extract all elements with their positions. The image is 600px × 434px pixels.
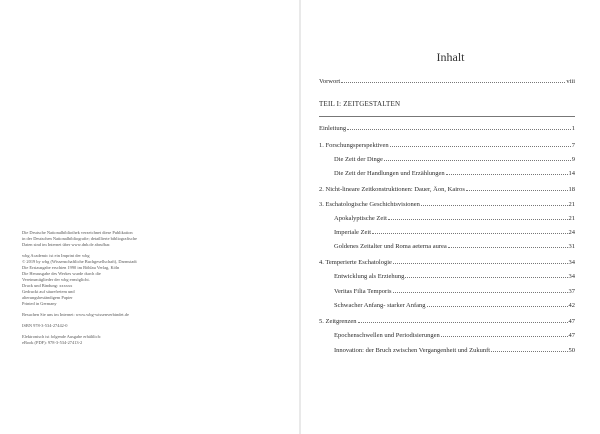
toc-title: Inhalt [436,50,465,64]
toc-leader-dots [358,318,568,323]
toc-entry-label: Die Zeit der Handlungen und Erzählungen [334,170,445,177]
toc-leader-dots [393,288,568,293]
imprint-line: Daten sind im Internet über www.dnb.de abrufbar. [22,242,111,247]
toc-page-number: viii [566,78,575,85]
toc-leader-dots [441,332,568,337]
toc-entry[interactable] [319,142,575,149]
imprint-paragraph [22,230,262,248]
toc-leader-dots [448,243,568,248]
imprint-website: Besuchen Sie uns im Internet: www.wbg-wissenverbindet.de [22,312,129,317]
imprint-isbn: ISBN 978-3-534-27442-0 [22,323,68,328]
toc-entry-label: Goldenes Zeitalter und Roma aeterna aurea [334,243,447,250]
toc-page-number: 9 [571,156,575,163]
imprint-paragraph [22,253,262,307]
imprint-line: Elektronisch ist folgende Ausgabe erhältlich: [22,334,102,339]
left-page [0,0,299,434]
toc-entry-label: Entwicklung als Erziehung [334,273,405,280]
toc-entry-label: Veritas Filia Temporis [334,288,392,295]
toc-entry-label: Imperiale Zeit [334,229,371,236]
toc-page-number: 50 [568,347,575,354]
toc-entry-vorwort[interactable] [319,78,575,85]
toc-entry-label: Die Zeit der Dinge [334,156,383,163]
toc-leader-dots [390,142,571,147]
imprint-paragraph [22,312,262,318]
toc-page-number: 42 [568,302,575,309]
toc-page-number: 31 [568,243,575,250]
toc-leader-dots [388,215,568,220]
toc-entry-label: Innovation: der Bruch zwischen Vergangenheit und Zukunft [334,347,491,354]
imprint-line: Druck und Bindung: xxxxxx [22,283,73,288]
toc-subentry[interactable] [334,332,575,339]
toc-page-number: 1 [571,125,575,132]
toc-entry[interactable] [319,318,575,325]
toc-page-number: 47 [568,318,575,325]
imprint-ebook-isbn: eBook (PDF): 978-3-534-27413-2 [22,340,83,345]
toc-entry-label: 3. Eschatologische Geschichtsvisionen [319,201,420,208]
right-page [301,0,600,434]
imprint-line: Gedruckt auf säurefreiem und [22,289,75,294]
imprint-line: Vereinsmitglieder der wbg ermöglicht. [22,277,90,282]
toc-page-number: 34 [568,273,575,280]
toc-leader-dots [405,273,567,278]
toc-subentry[interactable] [334,156,575,163]
toc-entry[interactable] [319,186,575,193]
toc-page-number: 37 [568,288,575,295]
toc-entry-label: Vorwort [319,78,341,85]
imprint-line: alterungsbeständigem Papier [22,295,73,300]
toc-entry[interactable] [319,259,575,266]
imprint-line: in der Deutschen Nationalbibliografie; detaillierte bibliografische [22,236,137,241]
toc-page-number: 21 [568,215,575,222]
imprint-block [22,230,262,351]
toc-section-title: TEIL I: ZEITGESTALTEN [319,100,401,108]
toc-entry-label: Einleitung [319,125,347,132]
imprint-line: Die Herausgabe des Werkes wurde durch die [22,271,101,276]
imprint-line: © 2019 by wbg (Wissenschaftliche Buchgesellschaft), Darmstadt [22,259,137,264]
toc-leader-dots [372,229,568,234]
toc-leader-dots [393,259,568,264]
toc-page-number: 7 [571,142,575,149]
toc-leader-dots [421,201,568,206]
toc-entry-label: 2. Nicht-lineare Zeitkonstruktionen: Dauer, Äon, Kairos [319,186,465,193]
imprint-line: wbg Academic ist ein Imprint der wbg [22,253,90,258]
toc-subentry[interactable] [334,243,575,250]
toc-subentry[interactable] [334,273,575,280]
toc-entry[interactable] [319,201,575,208]
toc-leader-dots [446,170,568,175]
toc-leader-dots [427,302,568,307]
toc-page-number: 18 [568,186,575,193]
toc-page-number: 21 [568,201,575,208]
toc-page-number: 14 [568,170,575,177]
toc-entry[interactable] [319,125,575,132]
imprint-paragraph [22,334,262,346]
toc-entry-label: Apokalyptische Zeit [334,215,387,222]
toc-leader-dots [384,156,571,161]
toc-entry-label: 4. Temperierte Eschatologie [319,259,392,266]
toc-leader-dots [347,125,571,130]
toc-leader-dots [491,347,567,352]
toc-subentry[interactable] [334,347,575,354]
toc-entry-label: Schwacher Anfang- starker Anfang [334,302,426,309]
toc-entry-label: Epochenschwellen und Periodisierungen [334,332,440,339]
toc-subentry[interactable] [334,288,575,295]
toc-leader-dots [466,186,568,191]
toc-page-number: 34 [568,259,575,266]
toc-page-number: 47 [568,332,575,339]
toc-leader-dots [341,78,565,83]
imprint-line: Printed in Germany [22,301,57,306]
toc-entry-label: 1. Forschungsperspektiven [319,142,389,149]
imprint-line: Die Deutsche Nationalbibliothek verzeichnet diese Publikation [22,230,133,235]
toc-entry-label: 5. Zeitgrenzen [319,318,357,325]
toc-subentry[interactable] [334,215,575,222]
imprint-paragraph [22,323,262,329]
imprint-line: Die Erstausgabe erschien 1990 im Böhlau Verlag, Köln [22,265,120,270]
toc-subentry[interactable] [334,302,575,309]
toc-page-number: 24 [568,229,575,236]
toc-subentry[interactable] [334,229,575,236]
section-rule [319,116,575,117]
toc-subentry[interactable] [334,170,575,177]
